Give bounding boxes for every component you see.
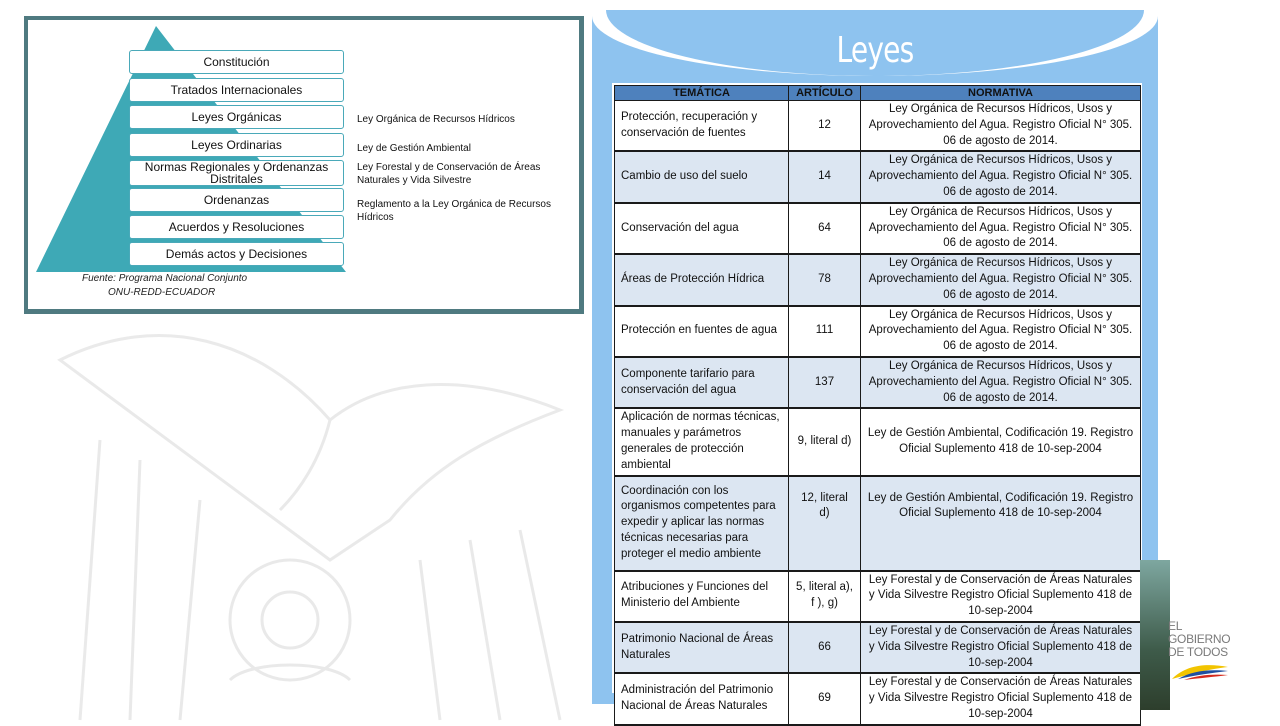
cell-tematica: Atribuciones y Funciones del Ministerio del Ambiente (615, 571, 789, 622)
table-row (615, 622, 1141, 673)
cell-normativa: Ley Orgánica de Recursos Hídricos, Usos y Aprovechamiento del Agua. Registro Oficial N° 305. 06 de agosto de 2014. (861, 357, 1141, 408)
cell-normativa: Ley Orgánica de Recursos Hídricos, Usos y Aprovechamiento del Agua. Registro Oficial N° 305. 06 de agosto de 2014. (861, 101, 1141, 152)
table-row (615, 571, 1141, 622)
logo-line-3: DE TODOS (1168, 645, 1228, 659)
side-label-reglamento: Reglamento a la Ley Orgánica de Recursos Hídricos (357, 199, 551, 223)
cell-normativa: Ley Orgánica de Recursos Hídricos, Usos y Aprovechamiento del Agua. Registro Oficial N° 305. 06 de agosto de 2014. (861, 254, 1141, 305)
cell-articulo: 12, literal d) (789, 476, 861, 571)
pyramid-level-acuerdos: Acuerdos y Resoluciones (129, 215, 344, 239)
cell-tematica: Patrimonio Nacional de Áreas Naturales (615, 622, 789, 673)
landscape-photo-edge (1140, 560, 1170, 710)
cell-articulo: 64 (789, 203, 861, 254)
cell-articulo: 69 (789, 673, 861, 724)
table-row (615, 306, 1141, 357)
cell-tematica: Protección en fuentes de agua (615, 306, 789, 357)
header-articulo: ARTÍCULO (789, 86, 861, 101)
cell-articulo: 66 (789, 622, 861, 673)
pyramid-level-leyes-ordinarias: Leyes Ordinarias (129, 133, 344, 157)
side-label-ley-organica: Ley Orgánica de Recursos Hídricos (357, 114, 515, 125)
pyramid-level-leyes-organicas: Leyes Orgánicas (129, 105, 344, 129)
cell-normativa: Ley Forestal y de Conservación de Áreas Naturales y Vida Silvestre Registro Oficial Suplemento 418 de 10-sep-2004 (861, 622, 1141, 673)
cell-normativa: Ley Orgánica de Recursos Hídricos, Usos y Aprovechamiento del Agua. Registro Oficial N° 305. 06 de agosto de 2014. (861, 203, 1141, 254)
cell-tematica: Aplicación de normas técnicas, manuales y parámetros generales de protección ambiental (615, 408, 789, 475)
pyramid-level-constitucion: Constitución (129, 50, 344, 74)
pyramid-level-tratados: Tratados Internacionales (129, 78, 344, 102)
cell-articulo: 5, literal a), f ), g) (789, 571, 861, 622)
table-row (615, 151, 1141, 202)
table-row (615, 254, 1141, 305)
source-note (82, 272, 247, 300)
table-row (615, 101, 1141, 152)
cell-articulo: 111 (789, 306, 861, 357)
pyramid-level-demas-actos: Demás actos y Decisiones (129, 242, 344, 266)
cell-tematica: Áreas de Protección Hídrica (615, 254, 789, 305)
cell-tematica: Coordinación con los organismos competentes para expedir y aplicar las normas técnicas necesarias para proteger el medio ambiente (615, 476, 789, 571)
cell-normativa: Ley de Gestión Ambiental, Codificación 19. Registro Oficial Suplemento 418 de 10-sep-2004 (861, 408, 1141, 475)
cell-tematica: Conservación del agua (615, 203, 789, 254)
cell-articulo: 137 (789, 357, 861, 408)
table-row (615, 673, 1141, 724)
pyramid-level-ordenanzas: Ordenanzas (129, 188, 344, 212)
legal-hierarchy-pyramid (24, 16, 584, 314)
slide-title: Leyes (836, 30, 914, 71)
cell-normativa: Ley Forestal y de Conservación de Áreas Naturales y Vida Silvestre Registro Oficial Suplemento 418 de 10-sep-2004 (861, 571, 1141, 622)
header-tematica: TEMÁTICA (615, 86, 789, 101)
table-row (615, 357, 1141, 408)
source-line-1: Fuente: Programa Nacional Conjunto (82, 273, 248, 284)
cell-articulo: 12 (789, 101, 861, 152)
logo-line-2: GOBIERNO (1168, 632, 1231, 646)
coat-of-arms-watermark (0, 300, 620, 720)
logo-swoosh-icon (1168, 659, 1232, 683)
cell-articulo: 78 (789, 254, 861, 305)
table-row (615, 203, 1141, 254)
side-label-ley-forestal: Ley Forestal y de Conservación de Áreas Naturales y Vida Silvestre (357, 162, 541, 186)
cell-tematica: Protección, recuperación y conservación de fuentes (615, 101, 789, 152)
laws-table-container (612, 83, 1142, 720)
cell-normativa: Ley de Gestión Ambiental, Codificación 19. Registro Oficial Suplemento 418 de 10-sep-2004 (861, 476, 1141, 571)
cell-articulo: 9, literal d) (789, 408, 861, 475)
cell-tematica: Administración del Patrimonio Nacional de Áreas Naturales (615, 673, 789, 724)
table-header-row (615, 86, 1141, 101)
cell-articulo: 14 (789, 151, 861, 202)
gobierno-de-todos-logo (1168, 620, 1248, 700)
laws-panel (592, 16, 1158, 720)
cell-normativa: Ley Orgánica de Recursos Hídricos, Usos y Aprovechamiento del Agua. Registro Oficial N° 305. 06 de agosto de 2014. (861, 151, 1141, 202)
cell-normativa: Ley Orgánica de Recursos Hídricos, Usos y Aprovechamiento del Agua. Registro Oficial N° 305. 06 de agosto de 2014. (861, 306, 1141, 357)
header-normativa: NORMATIVA (861, 86, 1141, 101)
cell-tematica: Componente tarifario para conservación del agua (615, 357, 789, 408)
source-line-2: ONU-REDD-ECUADOR (108, 287, 216, 298)
table-row (615, 476, 1141, 571)
table-row (615, 408, 1141, 475)
cell-tematica: Cambio de uso del suelo (615, 151, 789, 202)
laws-table (614, 85, 1141, 726)
side-label-ley-gestion: Ley de Gestión Ambiental (357, 143, 471, 154)
logo-line-1: EL (1168, 619, 1183, 633)
pyramid-level-normas-regionales: Normas Regionales y Ordenanzas Distritales (129, 160, 344, 186)
cell-normativa: Ley Forestal y de Conservación de Áreas Naturales y Vida Silvestre Registro Oficial Suplemento 418 de 10-sep-2004 (861, 673, 1141, 724)
